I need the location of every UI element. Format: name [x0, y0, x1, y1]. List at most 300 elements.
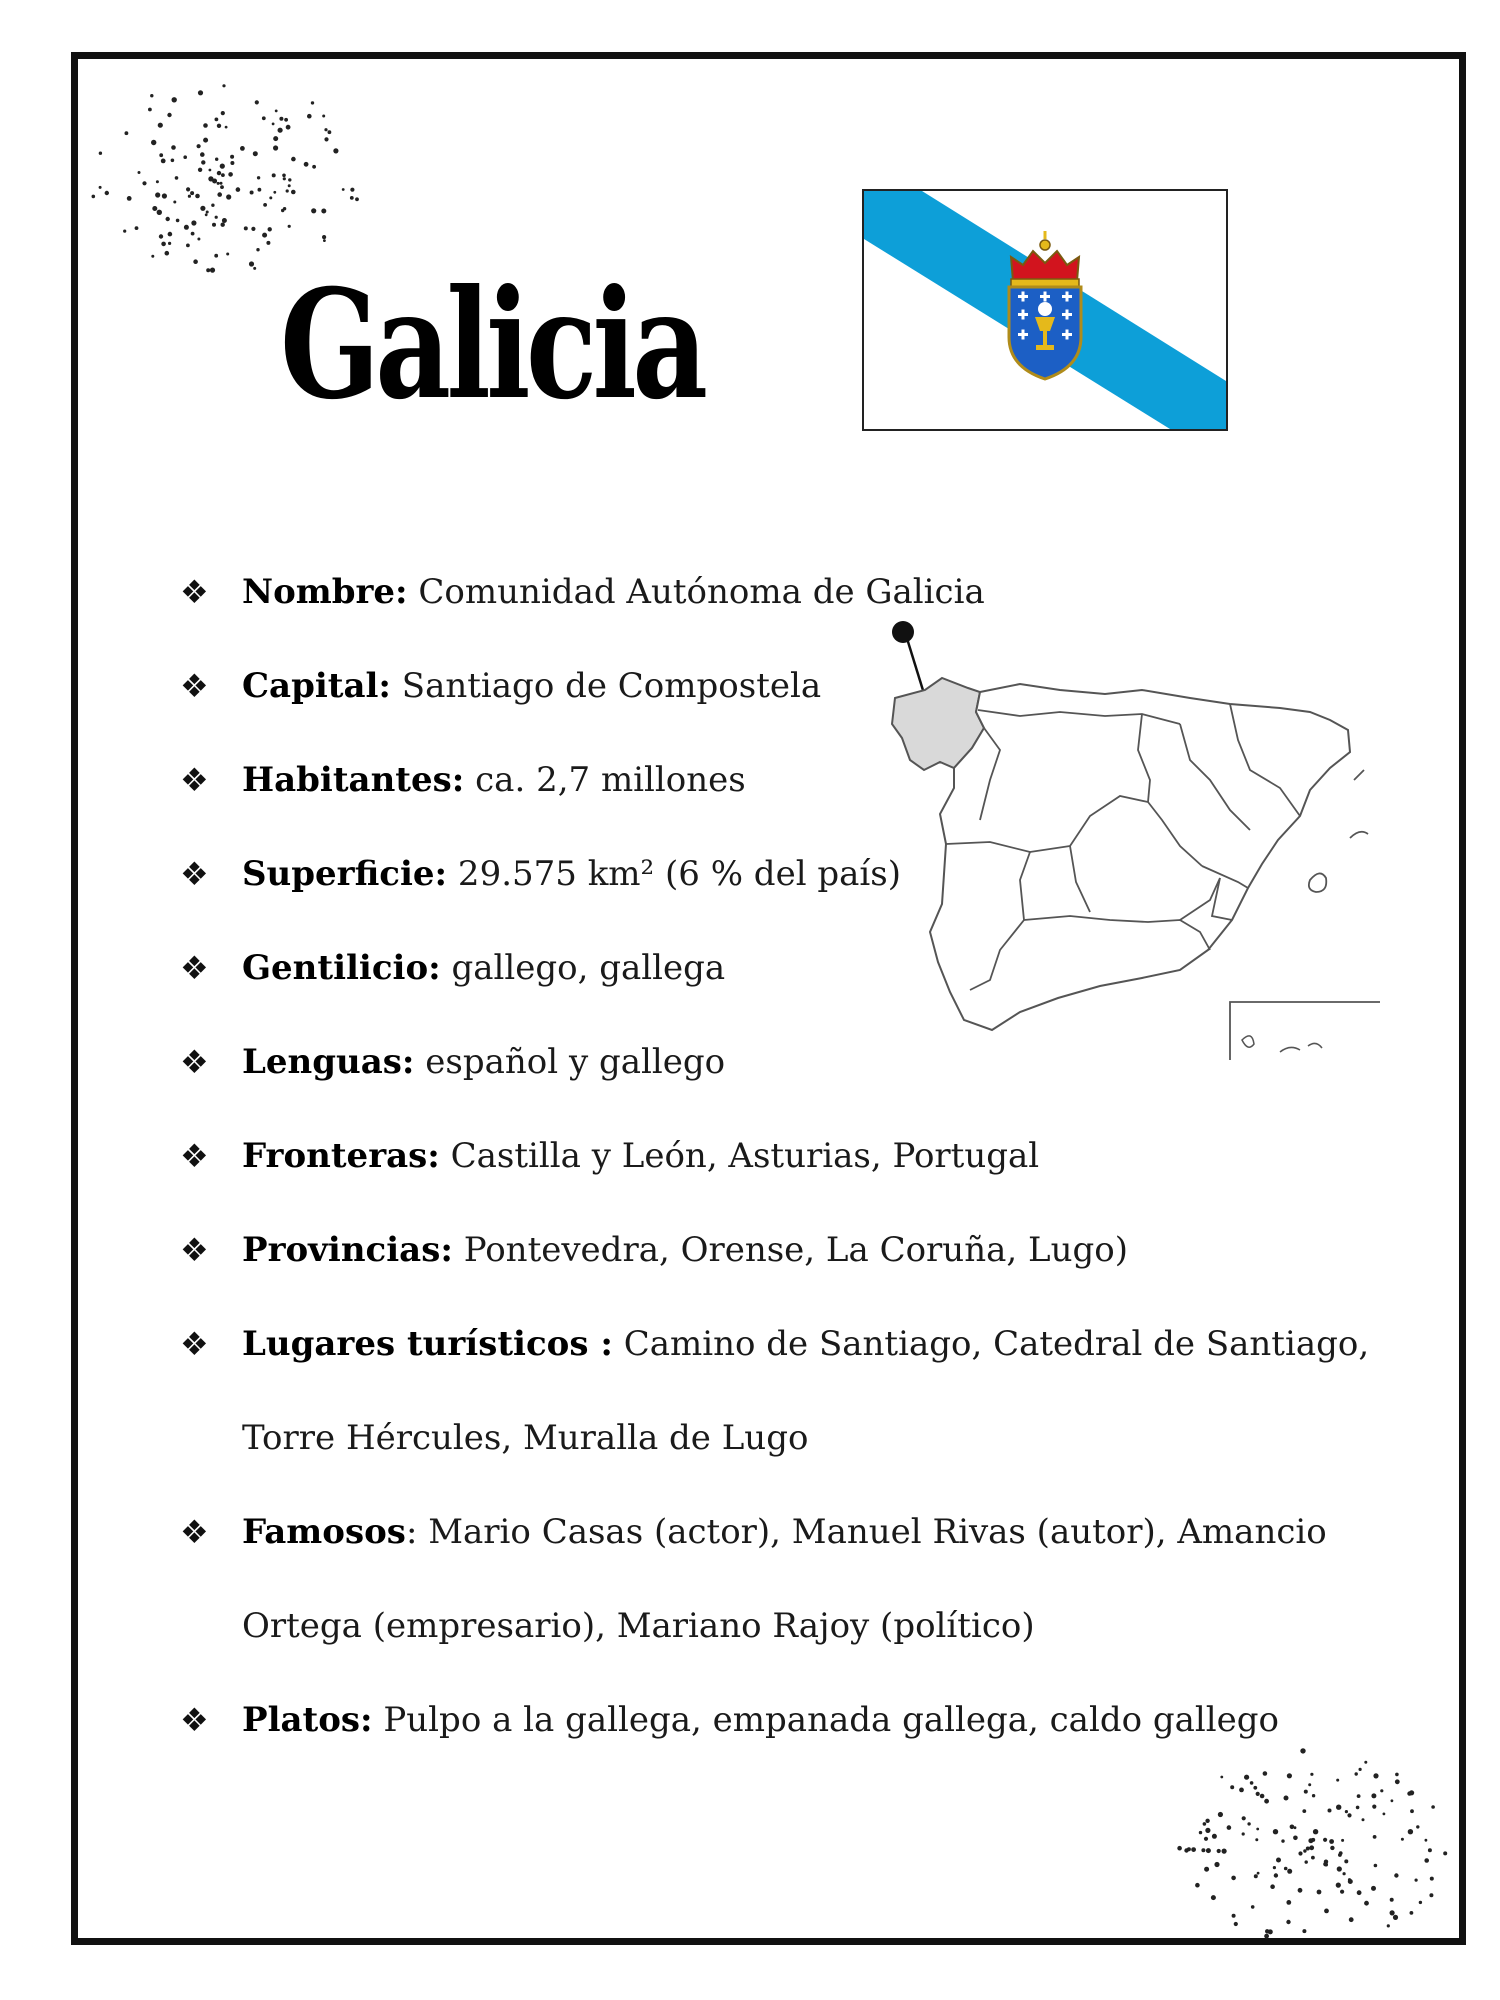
decorative-dot: [286, 189, 289, 192]
decorative-dot: [1205, 1819, 1209, 1823]
decorative-dot: [167, 113, 171, 117]
decorative-dot: [155, 192, 160, 197]
decorative-dot: [1308, 1783, 1311, 1786]
decorative-dot: [1257, 1872, 1260, 1875]
decorative-dot: [1336, 1883, 1341, 1888]
decorative-dot: [1395, 1779, 1400, 1784]
decorative-dot: [266, 241, 270, 245]
decorative-dot: [1290, 1825, 1295, 1830]
decorative-dot: [355, 197, 359, 201]
decorative-dot: [256, 248, 259, 251]
decorative-dot: [165, 251, 170, 256]
decorative-dot: [1410, 1911, 1414, 1915]
decorative-dot: [210, 268, 215, 273]
decorative-dot: [195, 194, 200, 199]
decorative-dot: [1390, 1910, 1395, 1915]
decorative-dot: [1244, 1775, 1249, 1780]
decorative-dot: [1328, 1809, 1332, 1813]
decorative-dot: [1415, 1879, 1418, 1882]
decorative-dot: [1424, 1858, 1429, 1863]
bullet-icon: ❖: [180, 1325, 209, 1363]
decorative-dot: [275, 110, 278, 113]
decorative-dot: [1286, 1900, 1291, 1905]
decorative-dot: [279, 117, 283, 121]
fact-value: Castilla y León, Asturias, Portugal: [439, 1136, 1040, 1176]
decorative-dot: [1383, 1813, 1386, 1816]
decorative-dot: [350, 196, 354, 200]
decorative-dot: [1395, 1773, 1399, 1777]
decorative-dot: [215, 216, 218, 219]
decorative-dot: [1203, 1822, 1207, 1826]
decorative-dot: [1284, 1867, 1288, 1871]
decorative-dot: [99, 152, 102, 155]
decorative-dot: [273, 136, 278, 141]
decorative-dot: [1220, 1776, 1223, 1779]
decorative-dot: [1214, 1862, 1219, 1867]
decorative-dot: [1419, 1901, 1422, 1904]
decorative-dot: [1308, 1838, 1313, 1843]
fact-item: [180, 1297, 1410, 1485]
bullet-icon: ❖: [180, 1231, 209, 1269]
decorative-dot: [1242, 1816, 1246, 1820]
decorative-dot: [258, 188, 262, 192]
decorative-dot: [1187, 1847, 1191, 1851]
decorative-dot: [1425, 1839, 1428, 1842]
fact-item: [180, 1015, 1410, 1109]
decorative-dot: [322, 235, 326, 239]
fact-item: [180, 1485, 1410, 1673]
fact-label: Habitantes:: [242, 760, 465, 800]
decorative-dot: [201, 160, 205, 164]
decorative-dot: [255, 100, 259, 104]
decorative-dot: [1274, 1873, 1278, 1877]
decorative-dot: [1329, 1839, 1334, 1844]
bullet-icon: ❖: [180, 667, 209, 705]
decorative-dot: [1387, 1924, 1390, 1927]
decorative-dot: [1264, 1934, 1269, 1939]
decorative-dot: [1336, 1779, 1339, 1782]
decorative-dot: [206, 268, 210, 272]
decorative-dot: [230, 155, 234, 159]
decorative-dot: [1339, 1851, 1343, 1855]
decorative-dot: [1357, 1890, 1362, 1895]
decorative-dot: [1230, 1785, 1234, 1789]
decorative-dot: [1323, 1838, 1327, 1842]
decorative-dot: [1205, 1828, 1210, 1833]
decorative-dot: [1408, 1829, 1413, 1834]
decorative-dot: [1362, 1818, 1365, 1821]
decorative-dot: [288, 225, 291, 228]
decorative-dot: [203, 138, 208, 143]
decorative-dot: [206, 211, 209, 214]
decorative-dot: [1260, 1794, 1265, 1799]
decorative-dot: [198, 90, 203, 95]
decorative-dot: [215, 158, 218, 161]
decorative-dot: [1227, 1825, 1232, 1830]
decorative-dot: [230, 161, 234, 165]
decorative-dot: [166, 217, 170, 221]
decorative-dot: [159, 234, 163, 238]
decorative-dot: [211, 204, 214, 207]
decorative-dot: [1303, 1849, 1306, 1852]
decorative-dot: [205, 213, 208, 216]
decorative-dot: [217, 182, 220, 185]
fact-value: español y gallego: [414, 1042, 726, 1082]
decorative-dot: [1254, 1874, 1258, 1878]
decorative-dot: [221, 111, 225, 115]
decorative-dot: [1428, 1848, 1432, 1852]
decorative-dot: [1348, 1878, 1351, 1881]
decorative-dot: [272, 123, 275, 126]
decorative-dot: [263, 203, 267, 207]
decorative-dot: [1357, 1794, 1361, 1798]
decorative-dot: [342, 188, 345, 191]
page-title: Galicia: [280, 257, 704, 433]
decorative-dot: [1232, 1914, 1236, 1918]
decorative-dot: [148, 108, 152, 112]
decorative-dot: [220, 185, 224, 189]
decorative-dot: [253, 267, 256, 270]
decorative-dot: [1287, 1869, 1292, 1874]
decorative-dot: [1204, 1867, 1209, 1872]
decorative-dot: [278, 128, 283, 133]
decorative-dot: [1298, 1851, 1302, 1855]
decorative-dot: [1250, 1781, 1254, 1785]
decorative-dot: [251, 227, 255, 231]
decorative-dot: [1430, 1877, 1434, 1881]
decorative-dot: [1355, 1772, 1358, 1775]
fact-value: Pulpo a la gallega, empanada gallega, caldo gallego: [372, 1700, 1280, 1740]
decorative-dot: [1256, 1792, 1260, 1796]
fact-value: Comunidad Autónoma de Galicia: [407, 572, 985, 612]
decorative-dot: [105, 191, 109, 195]
decorative-dot: [203, 123, 208, 128]
decorative-dot: [191, 220, 196, 225]
decorative-dot: [1273, 1829, 1278, 1834]
decorative-dot: [1380, 1789, 1383, 1792]
decorative-dot: [1218, 1812, 1223, 1817]
galicia-flag: [862, 189, 1228, 431]
decorative-dot: [328, 130, 332, 134]
decorative-dot: [291, 157, 296, 162]
decorative-dot: [208, 176, 213, 181]
decorative-dot: [1341, 1839, 1344, 1842]
fact-label: Famosos: [242, 1512, 406, 1552]
decorative-dot: [1364, 1901, 1369, 1906]
decorative-dot: [125, 131, 129, 135]
decorative-dot: [1265, 1929, 1269, 1933]
decorative-dot: [1372, 1805, 1376, 1809]
decorative-dot: [168, 242, 171, 245]
decorative-dot: [1317, 1890, 1322, 1895]
decorative-dot: [1281, 1839, 1284, 1842]
decorative-dot: [1302, 1929, 1306, 1933]
decorative-dot: [1294, 1826, 1297, 1829]
decorative-dot: [1293, 1836, 1298, 1841]
decorative-dot: [1195, 1883, 1200, 1888]
decorative-dot: [161, 242, 166, 247]
decorative-dot: [1302, 1809, 1306, 1813]
decorative-dot: [1371, 1886, 1376, 1891]
fact-value: ca. 2,7 millones: [464, 760, 746, 800]
decorative-dot: [1401, 1838, 1404, 1841]
decorative-dot: [175, 176, 179, 180]
decorative-dot: [1201, 1848, 1205, 1852]
decorative-dot: [283, 177, 286, 180]
decorative-dot: [1255, 1838, 1258, 1841]
decorative-dot: [257, 176, 260, 179]
decorative-dot: [220, 182, 223, 185]
decorative-dot: [1390, 1898, 1394, 1902]
decorative-dot: [1253, 1786, 1257, 1790]
fact-value: Camino de Santiago, Catedral de Santiago, Torre Hércules, Muralla de Lugo: [242, 1324, 1370, 1458]
decorative-dot: [304, 162, 309, 167]
fact-label: Lugares turísticos :: [242, 1324, 613, 1364]
decorative-dot: [1391, 1799, 1394, 1802]
decorative-dot: [142, 181, 146, 185]
fact-value: 29.575 km² (6 % del país): [447, 854, 901, 894]
decorative-dot: [184, 225, 189, 230]
decorative-dot: [1347, 1813, 1351, 1817]
decorative-dot: [159, 153, 163, 157]
flag-icon: [864, 191, 1226, 429]
decorative-dot: [226, 194, 231, 199]
decorative-dot: [1284, 1796, 1289, 1801]
decorative-dot: [222, 218, 227, 223]
decorative-dot: [250, 191, 254, 195]
decorative-dot: [220, 164, 225, 169]
decorative-dot: [158, 123, 163, 128]
decorative-dot: [262, 233, 267, 238]
decorative-dot: [307, 114, 312, 119]
facts-list: [180, 545, 1410, 1767]
decorative-dot: [282, 174, 286, 178]
decorative-dot: [1324, 1909, 1329, 1914]
bullet-icon: ❖: [180, 855, 209, 893]
decorative-dot: [217, 192, 222, 197]
decorative-dot: [1337, 1866, 1342, 1871]
fact-label: Superficie:: [242, 854, 448, 894]
decorative-dot: [157, 210, 162, 215]
decorative-dot: [1191, 1847, 1196, 1852]
decorative-dot: [1340, 1890, 1344, 1894]
decorative-dot: [221, 173, 225, 177]
decorative-dot: [1211, 1895, 1216, 1900]
decorative-dot: [1286, 1920, 1290, 1924]
bullet-icon: ❖: [180, 573, 209, 611]
bullet-icon: ❖: [180, 761, 209, 799]
decorative-dot: [311, 101, 314, 104]
decorative-dot: [273, 145, 278, 150]
decorative-dot: [273, 191, 276, 194]
fact-item: [180, 545, 1410, 639]
decorative-dot: [1394, 1873, 1398, 1877]
decorative-dot: [1393, 1915, 1398, 1920]
decorative-dot: [176, 219, 180, 223]
decorative-dot: [284, 118, 288, 122]
bullet-icon: ❖: [180, 1043, 209, 1081]
decorative-dot: [333, 148, 338, 153]
decorative-dot: [1177, 1846, 1182, 1851]
decorative-dot: [1217, 1849, 1221, 1853]
bullet-icon: ❖: [180, 1137, 209, 1175]
fact-label: Lenguas:: [242, 1042, 415, 1082]
decorative-dot: [171, 159, 175, 163]
decorative-dot: [222, 84, 225, 87]
decorative-dot: [1324, 1863, 1328, 1867]
decorative-dot: [311, 208, 316, 213]
decorative-dot: [1239, 1788, 1244, 1793]
decorative-dot: [1199, 1831, 1202, 1834]
decorative-dot: [214, 254, 218, 258]
decorative-dot: [312, 165, 316, 169]
decorative-dot: [162, 193, 167, 198]
decorative-dot: [1356, 1806, 1360, 1810]
decorative-dot: [156, 180, 159, 183]
decorative-dot: [99, 186, 102, 189]
decorative-dot: [1313, 1829, 1318, 1834]
decorative-dot: [1256, 1828, 1259, 1831]
decorative-dot: [1242, 1832, 1245, 1835]
decorative-dot: [171, 145, 176, 150]
decorative-dot: [1304, 1790, 1308, 1794]
decorative-dot: [197, 238, 200, 241]
decorative-dot: [288, 178, 291, 181]
decorative-dot: [1206, 1848, 1211, 1853]
fact-item: [180, 1203, 1410, 1297]
decorative-dot: [1305, 1860, 1308, 1863]
decorative-dot: [1264, 1799, 1269, 1804]
fact-label: Capital:: [242, 666, 391, 706]
decorative-dot: [1204, 1837, 1208, 1841]
decorative-dot: [226, 253, 229, 256]
decorative-dot: [173, 201, 176, 204]
decorative-dot: [1312, 1794, 1315, 1797]
fact-item: [180, 639, 1410, 733]
decorative-dot: [161, 159, 166, 164]
decorative-dot: [1234, 1922, 1238, 1926]
decorative-dot: [200, 206, 205, 211]
decorative-dot: [1373, 1835, 1377, 1839]
decorative-dot: [152, 206, 157, 211]
decorative-dot: [1212, 1834, 1217, 1839]
decorative-dot: [123, 230, 126, 233]
decorative-dot: [168, 232, 173, 237]
decorative-dot: [324, 137, 328, 141]
decorative-dot: [1359, 1768, 1362, 1771]
decorative-dot: [212, 223, 216, 227]
decorative-dot: [1429, 1893, 1433, 1897]
bullet-icon: ❖: [180, 1513, 209, 1551]
decorative-dot: [228, 172, 233, 177]
decorative-dot: [322, 115, 325, 118]
fact-label: Platos:: [242, 1700, 373, 1740]
fact-label: Nombre:: [242, 572, 408, 612]
fact-value: : Mario Casas (actor), Manuel Rivas (autor), Amancio Ortega (empresario), Mariano Rajoy (político): [242, 1512, 1327, 1646]
decorative-dot: [283, 207, 286, 210]
decorative-dot: [197, 144, 201, 148]
decorative-dot: [1409, 1790, 1414, 1795]
decorative-dot: [193, 259, 198, 264]
fact-value: gallego, gallega: [440, 948, 726, 988]
decorative-dot: [1222, 1849, 1227, 1854]
decorative-dot: [286, 125, 291, 130]
decorative-dot: [253, 151, 258, 156]
decorative-dot: [1374, 1864, 1378, 1868]
decorative-dot: [188, 195, 191, 198]
fact-label: Gentilicio:: [242, 948, 441, 988]
decorative-dot: [323, 239, 326, 242]
decorative-dot: [183, 155, 187, 159]
decorative-dot: [1231, 1876, 1236, 1881]
decorative-dot: [1287, 1773, 1292, 1778]
decorative-dot: [217, 171, 221, 175]
fact-value: Santiago de Compostela: [390, 666, 822, 706]
fact-item: [180, 1109, 1410, 1203]
decorative-dot: [190, 191, 194, 195]
decorative-dot: [324, 128, 327, 131]
decorative-dot: [1343, 1872, 1346, 1875]
decorative-dot: [1349, 1917, 1354, 1922]
fact-value: Pontevedra, Orense, La Coruña, Lugo): [452, 1230, 1128, 1270]
decorative-dot: [1263, 1771, 1268, 1776]
decorative-dot: [1443, 1851, 1447, 1855]
fact-item: [180, 921, 1410, 1015]
decorative-dot: [244, 226, 248, 230]
decorative-dot: [1270, 1884, 1275, 1889]
decorative-dot: [1309, 1845, 1314, 1850]
decorative-dot: [127, 196, 132, 201]
decorative-dot: [191, 232, 195, 236]
decorative-dots-top-left: [80, 70, 370, 280]
decorative-dot: [1306, 1847, 1310, 1851]
decorative-dot: [288, 184, 291, 187]
decorative-dot: [225, 126, 228, 129]
decorative-dot: [186, 244, 190, 248]
decorative-dot: [1273, 1866, 1276, 1869]
decorative-dot: [1410, 1809, 1414, 1813]
decorative-dot: [200, 152, 205, 157]
decorative-dot: [151, 140, 156, 145]
decorative-dot: [135, 226, 139, 230]
decorative-dot: [1431, 1805, 1435, 1809]
decorative-dot: [268, 227, 272, 231]
fact-item: [180, 827, 1410, 921]
decorative-dot: [1251, 1905, 1255, 1909]
decorative-dot: [1344, 1859, 1348, 1863]
decorative-dots-bottom-right: [1170, 1740, 1460, 1950]
decorative-dot: [291, 190, 296, 195]
bullet-icon: ❖: [180, 949, 209, 987]
decorative-dot: [350, 188, 354, 192]
decorative-dot: [1373, 1773, 1378, 1778]
decorative-dot: [1247, 1822, 1250, 1825]
decorative-dot: [321, 209, 326, 214]
decorative-dot: [215, 118, 219, 122]
decorative-dot: [198, 168, 202, 172]
decorative-dot: [240, 146, 245, 151]
decorative-dot: [1336, 1805, 1341, 1810]
decorative-dot: [236, 187, 241, 192]
decorative-dot: [1310, 1773, 1313, 1776]
decorative-dot: [1345, 1810, 1348, 1813]
decorative-dot: [92, 195, 96, 199]
decorative-dot: [272, 173, 276, 177]
decorative-dot: [151, 255, 154, 258]
decorative-dot: [249, 261, 254, 266]
fact-item: [180, 733, 1410, 827]
decorative-dot: [217, 124, 221, 128]
